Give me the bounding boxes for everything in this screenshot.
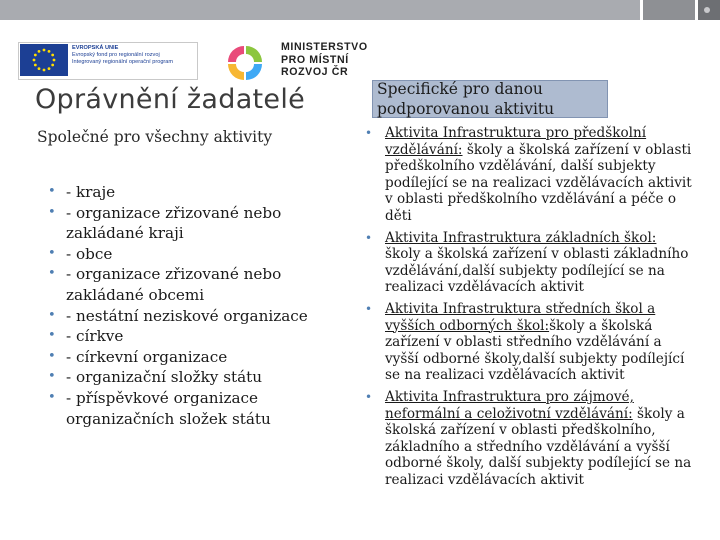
top-bar bbox=[0, 0, 720, 20]
list-item: • - organizační složky státu bbox=[48, 367, 358, 388]
activity-text: školy a školská zařízení v oblasti základního vzdělávání,další subjekty podílející se na realizaci vzdělávacích aktivit bbox=[385, 246, 689, 296]
specific-applicants-list bbox=[365, 125, 695, 493]
list-item bbox=[365, 301, 695, 384]
list-item: • - organizace zřizované nebo zakládané obcemi bbox=[48, 264, 358, 305]
eu-star-icon bbox=[33, 59, 36, 62]
top-bar-segment bbox=[0, 0, 640, 20]
list-item: • - obce bbox=[48, 244, 358, 265]
page-title: Oprávnění žadatelé bbox=[35, 84, 306, 115]
eu-star-icon bbox=[51, 54, 54, 57]
left-subheading: Společné pro všechny aktivity bbox=[37, 128, 273, 146]
list-item bbox=[365, 389, 695, 489]
top-bar-dot bbox=[704, 7, 710, 13]
eu-logo-text bbox=[72, 45, 194, 66]
activity-text: školy a školská zařízení v oblasti předškolního, základního a středního vzdělávání a vyšší odborné školy, další subjekty podílející se na realizaci vzdělávacích aktivit bbox=[385, 405, 692, 488]
eu-star-icon bbox=[34, 64, 37, 67]
eu-star-icon bbox=[34, 54, 37, 57]
eu-logo-line: EVROPSKÁ UNIE bbox=[72, 45, 119, 51]
common-applicants-list bbox=[48, 182, 358, 429]
list-item: • - církevní organizace bbox=[48, 347, 358, 368]
ministry-logo-text bbox=[281, 41, 368, 79]
eu-star-icon bbox=[38, 67, 41, 70]
ministry-logo-line: MINISTERSTVO bbox=[281, 41, 368, 53]
activity-title: Aktivita Infrastruktura pro zájmové, neformální a celoživotní vzdělávání: bbox=[385, 388, 634, 422]
ministry-logo-icon bbox=[224, 42, 274, 82]
eu-star-icon bbox=[48, 67, 51, 70]
list-item bbox=[365, 230, 695, 296]
ministry-logo-line: PRO MÍSTNÍ bbox=[281, 53, 349, 66]
eu-star-icon bbox=[43, 69, 46, 72]
activity-text: školy a školská zařízení v oblasti předškolního vzdělávání, další subjekty podílející se na realizaci vzdělávacích aktivit v oblasti předškolního vzdělávání a péče o děti bbox=[385, 141, 692, 224]
list-item bbox=[365, 125, 695, 225]
activity-title: Aktivita Infrastruktura základních škol: bbox=[385, 229, 657, 246]
eu-flag-icon bbox=[20, 44, 68, 76]
specific-heading: Specifické pro danou podporovanou aktivitu bbox=[377, 80, 555, 118]
top-bar-segment bbox=[643, 0, 695, 20]
eu-star-icon bbox=[51, 64, 54, 67]
eu-star-icon bbox=[43, 49, 46, 52]
activity-title: Aktivita Infrastruktura pro předškolní vzdělávání: bbox=[385, 125, 647, 158]
eu-star-icon bbox=[53, 59, 56, 62]
eu-logo-line: Evropský fond pro regionální rozvoj bbox=[72, 52, 160, 58]
list-item: • - příspěvkové organizace organizačních složek státu bbox=[48, 388, 358, 429]
eu-star-icon bbox=[38, 50, 41, 53]
eu-logo-line: Integrovaný regionální operační program bbox=[72, 59, 174, 65]
list-item: • - organizace zřizované nebo zakládané kraji bbox=[48, 203, 358, 244]
activity-text: školy a školská zařízení v oblasti středního vzdělávání a vyšší odborné školy,další subjekty podílející se na realizaci vzdělávacích aktivit bbox=[385, 317, 685, 384]
eu-star-icon bbox=[48, 50, 51, 53]
list-item: • - nestátní neziskové organizace bbox=[48, 306, 358, 327]
ministry-logo-line: ROZVOJ ČR bbox=[281, 66, 349, 78]
activity-title: Aktivita Infrastruktura středních škol a vyšších odborných škol: bbox=[385, 300, 656, 334]
list-item: • - církve bbox=[48, 326, 358, 347]
list-item: • - kraje bbox=[48, 182, 358, 203]
